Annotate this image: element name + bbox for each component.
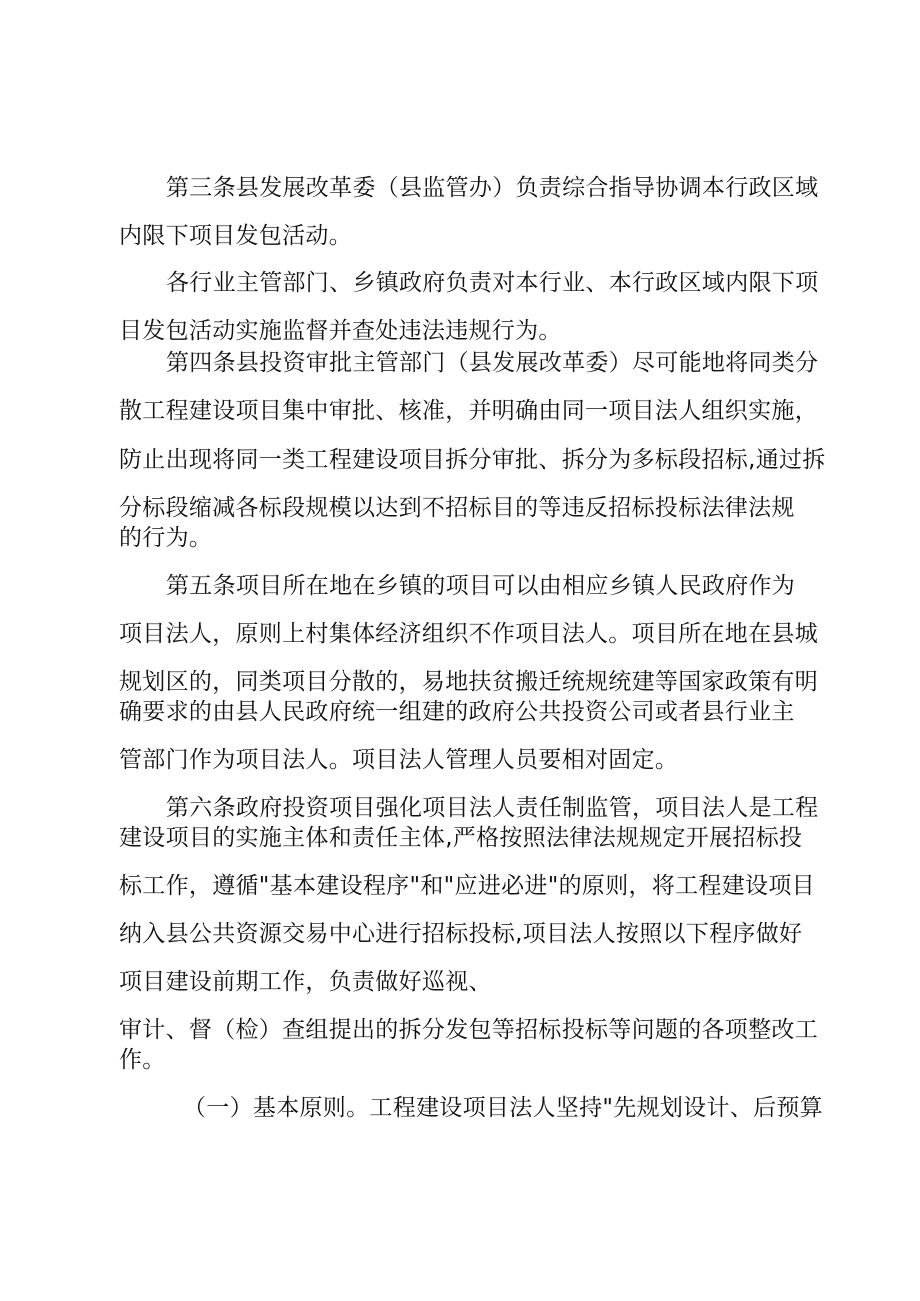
text-line: 散工程建设项目集中审批、核准，并明确由同一项目法人组织实施， [119, 398, 818, 424]
text-line: 第三条县发展改革委（县监管办）负责综合指导协调本行政区域 [166, 175, 819, 201]
text-line: 第四条县投资审批主管部门（县发展改革委）尽可能地将同类分 [166, 350, 819, 376]
text-line: （一）基本原则。工程建设项目法人坚持"先规划设计、后预算 [183, 1095, 823, 1121]
text-line: 分标段缩减各标段规模以达到不招标目的等违反招标投标法律法规 [119, 495, 795, 521]
text-line: 标工作，遵循"基本建设程序"和"应进必进"的原则，将工程建设项目 [119, 873, 815, 899]
text-line: 内限下项目发包活动。 [119, 223, 352, 249]
text-line: 各行业主管部门、乡镇政府负责对本行业、本行政区域内限下项 [166, 270, 819, 296]
text-line: 第六条政府投资项目强化项目法人责任制监管，项目法人是工程 [166, 795, 819, 821]
text-line: 管部门作为项目法人。项目法人管理人员要相对固定。 [119, 747, 679, 773]
text-line: 第五条项目所在地在乡镇的项目可以由相应乡镇人民政府作为 [166, 573, 796, 599]
text-line: 防止出现将同一类工程建设项目拆分审批、拆分为多标段招标,通过拆 [119, 447, 826, 473]
text-line: 的行为。 [119, 525, 213, 551]
text-line: 审计、督（检）查组提出的拆分发包等招标投标等问题的各项整改工 [119, 1017, 818, 1043]
text-line: 规划区的，同类项目分散的，易地扶贫搬迁统规统建等国家政策有明 [119, 669, 818, 695]
text-line: 目发包活动实施监督并查处违法违规行为。 [119, 318, 562, 344]
text-line: 纳入县公共资源交易中心进行招标投标,项目法人按照以下程序做好 [119, 921, 803, 947]
text-line: 确要求的由县人民政府统一组建的政府公共投资公司或者县行业主 [119, 699, 795, 725]
text-line: 作。 [119, 1047, 166, 1073]
text-line: 项目法人，原则上村集体经济组织不作项目法人。项目所在地在县城 [119, 621, 818, 647]
text-line: 项目建设前期工作，负责做好巡视、 [119, 969, 492, 995]
text-line: 建设项目的实施主体和责任主体,严格按照法律法规规定开展招标投 [119, 825, 803, 851]
